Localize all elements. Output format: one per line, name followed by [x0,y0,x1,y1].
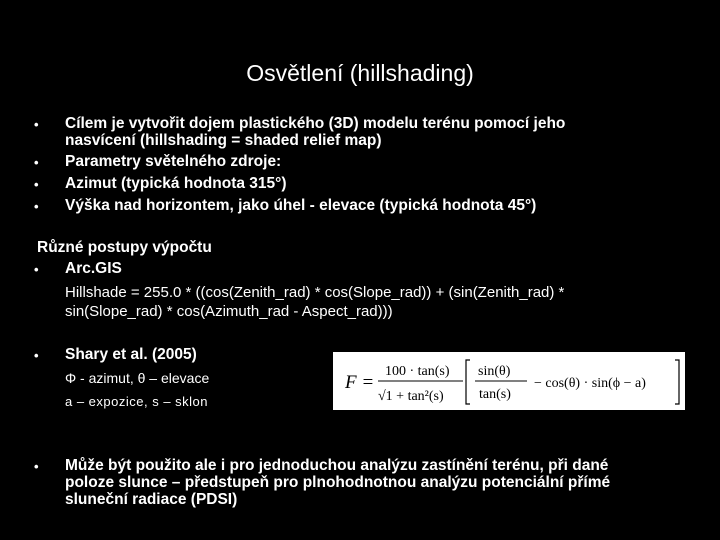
last-item-line2: poloze slunce – předstupeň pro plnohodnotnou analýzu potenciální přímé [65,474,611,491]
arcgis-formula-line1: Hillshade = 255.0 * ((cos(Zenith_rad) * cos(Slope_rad)) + (sin(Zenith_rad) * [65,284,565,301]
bullet-marker: • [34,117,39,132]
intro-item-2: Parametry světelného zdroje: [65,153,282,170]
bullet-marker: • [34,459,39,474]
last-item-line3: sluneční radiace (PDSI) [65,491,238,508]
last-item-line1: Může být použito ale i pro jednoduchou analýzu zastínění terénu, při dané [65,457,609,474]
intro-item-4: Výška nad horizontem, jako úhel - elevace (typická hodnota 45°) [65,197,537,214]
right-bracket [675,360,679,404]
shary-legend-line2: a – expozice, s – sklon [65,394,209,409]
bullet-marker: • [34,262,39,277]
shary-formula-image [333,352,685,410]
formula-numerator: 100 · tan(s) [385,364,450,379]
slide-title: Osvětlení (hillshading) [246,60,474,86]
formula-tan-s: tan(s) [479,387,511,402]
left-bracket [466,360,470,404]
intro-item-3: Azimut (typická hodnota 315°) [65,175,287,192]
bullet-marker: • [34,199,39,214]
intro-item-1-line1: Cílem je vytvořit dojem plastického (3D) modelu terénu pomocí jeho [65,115,566,132]
formula-denominator: √1 + tan²(s) [378,389,444,404]
bullet-marker: • [34,155,39,170]
formula-f: F = [345,372,375,393]
bullet-marker: • [34,177,39,192]
bullet-marker: • [34,348,39,363]
arcgis-name: Arc.GIS [65,260,122,277]
methods-heading: Různé postupy výpočtu [37,239,212,256]
shary-legend-line1: Φ - azimut, θ – elevace [65,370,210,386]
arcgis-formula-line2: sin(Slope_rad) * cos(Azimuth_rad - Aspect_rad))) [65,303,393,320]
formula-svg [333,352,685,410]
intro-item-1-line2: nasvícení (hillshading = shaded relief map) [65,132,382,149]
formula-tail: − cos(θ) · sin(ϕ − a) [534,376,646,391]
formula-sin-theta: sin(θ) [478,364,511,379]
shary-name: Shary et al. (2005) [65,346,197,363]
